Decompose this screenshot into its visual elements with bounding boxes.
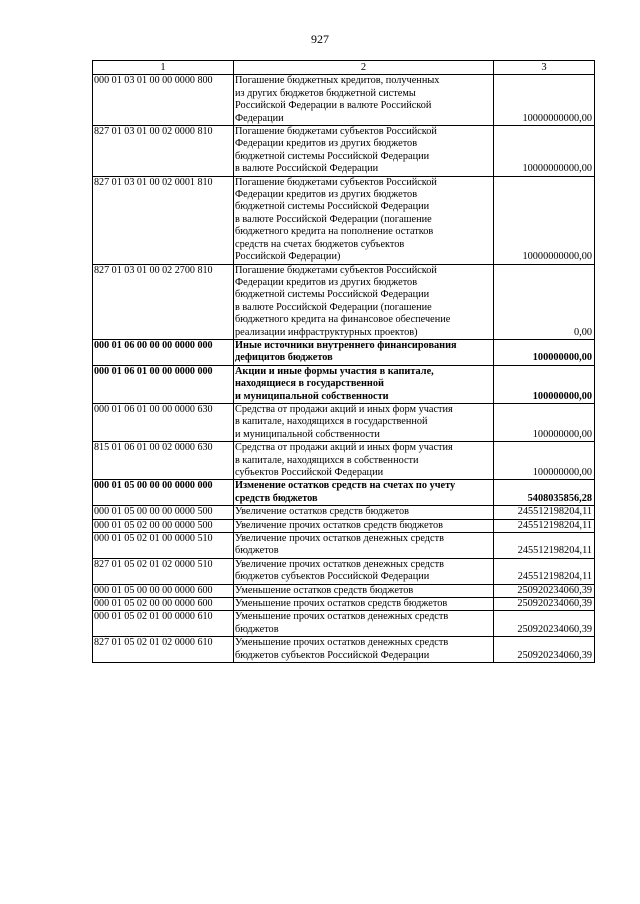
amount-cell: 250920234060,39 (494, 598, 595, 611)
amount-cell: 245512198204,11 (494, 558, 595, 584)
table-row (93, 584, 595, 597)
amount-cell: 100000000,00 (494, 365, 595, 403)
amount-cell: 250920234060,39 (494, 637, 595, 663)
description-cell: Погашение бюджетами субъектов Российской Федерации кредитов из других бюджетов бюджетной системы Российской Федерации в валюте Российской Федерации (погашение бюджетного кредита на пополнение остатков средств на счетах бюджетов субъектов Российской Федерации) (234, 176, 494, 264)
amount-cell: 245512198204,11 (494, 533, 595, 559)
amount-cell: 250920234060,39 (494, 611, 595, 637)
table-row (93, 519, 595, 532)
description-cell: Изменение остатков средств на счетах по учету средств бюджетов (234, 480, 494, 506)
amount-cell: 100000000,00 (494, 403, 595, 441)
table-row (93, 611, 595, 637)
table-row (93, 126, 595, 177)
budget-code-cell: 827 01 05 02 01 02 0000 610 (93, 637, 234, 663)
header-col-2: 2 (234, 61, 494, 75)
description-cell: Средства от продажи акций и иных форм участия в капитале, находящихся в государственной и муниципальной собственности (234, 403, 494, 441)
description-cell: Увеличение прочих остатков средств бюджетов (234, 519, 494, 532)
amount-cell: 10000000000,00 (494, 75, 595, 126)
description-cell: Погашение бюджетами субъектов Российской Федерации кредитов из других бюджетов бюджетной системы Российской Федерации в валюте Российской Федерации (234, 126, 494, 177)
table-row (93, 176, 595, 264)
budget-code-cell: 000 01 06 01 00 00 0000 000 (93, 365, 234, 403)
description-cell: Средства от продажи акций и иных форм участия в капитале, находящихся в собственности субъектов Российской Федерации (234, 442, 494, 480)
amount-cell: 10000000000,00 (494, 126, 595, 177)
budget-code-cell: 000 01 05 02 01 00 0000 510 (93, 533, 234, 559)
header-col-3: 3 (494, 61, 595, 75)
description-cell: Погашение бюджетами субъектов Российской Федерации кредитов из других бюджетов бюджетной системы Российской Федерации в валюте Российской Федерации (погашение бюджетного кредита на финансовое обеспечение реализации инфраструктурных проектов) (234, 264, 494, 339)
budget-code-cell: 827 01 05 02 01 02 0000 510 (93, 558, 234, 584)
budget-code-cell: 815 01 06 01 00 02 0000 630 (93, 442, 234, 480)
amount-cell: 10000000000,00 (494, 176, 595, 264)
table-row (93, 506, 595, 519)
page-number: 927 (311, 32, 329, 46)
budget-code-cell: 000 01 06 00 00 00 0000 000 (93, 339, 234, 365)
budget-code-cell: 000 01 06 01 00 00 0000 630 (93, 403, 234, 441)
amount-cell: 100000000,00 (494, 339, 595, 365)
table-row (93, 598, 595, 611)
amount-cell: 245512198204,11 (494, 506, 595, 519)
table-row (93, 442, 595, 480)
budget-code-cell: 000 01 03 01 00 00 0000 800 (93, 75, 234, 126)
description-cell: Акции и иные формы участия в капитале, находящиеся в государственной и муниципальной собственности (234, 365, 494, 403)
table-row (93, 75, 595, 126)
description-cell: Уменьшение остатков средств бюджетов (234, 584, 494, 597)
amount-cell: 250920234060,39 (494, 584, 595, 597)
description-cell: Уменьшение прочих остатков денежных средств бюджетов субъектов Российской Федерации (234, 637, 494, 663)
amount-cell: 5408035856,28 (494, 480, 595, 506)
budget-code-cell: 827 01 03 01 00 02 0000 810 (93, 126, 234, 177)
budget-code-cell: 000 01 05 02 00 00 0000 600 (93, 598, 234, 611)
description-cell: Увеличение прочих остатков денежных средств бюджетов субъектов Российской Федерации (234, 558, 494, 584)
budget-code-cell: 000 01 05 02 00 00 0000 500 (93, 519, 234, 532)
description-cell: Уменьшение прочих остатков денежных средств бюджетов (234, 611, 494, 637)
table-header-row (93, 61, 595, 75)
description-cell: Увеличение прочих остатков денежных средств бюджетов (234, 533, 494, 559)
description-cell: Увеличение остатков средств бюджетов (234, 506, 494, 519)
description-cell: Погашение бюджетных кредитов, полученных из других бюджетов бюджетной системы Российской Федерации в валюте Российской Федерации (234, 75, 494, 126)
amount-cell: 100000000,00 (494, 442, 595, 480)
table-row (93, 533, 595, 559)
table-row (93, 365, 595, 403)
description-cell: Иные источники внутреннего финансирования дефицитов бюджетов (234, 339, 494, 365)
table-row (93, 264, 595, 339)
budget-code-cell: 000 01 05 00 00 00 0000 500 (93, 506, 234, 519)
amount-cell: 245512198204,11 (494, 519, 595, 532)
budget-code-cell: 000 01 05 02 01 00 0000 610 (93, 611, 234, 637)
amount-cell: 0,00 (494, 264, 595, 339)
table-row (93, 558, 595, 584)
budget-code-cell: 000 01 05 00 00 00 0000 600 (93, 584, 234, 597)
description-cell: Уменьшение прочих остатков средств бюджетов (234, 598, 494, 611)
table-row (93, 637, 595, 663)
budget-sources-table (92, 60, 595, 663)
table-row (93, 339, 595, 365)
budget-code-cell: 000 01 05 00 00 00 0000 000 (93, 480, 234, 506)
budget-code-cell: 827 01 03 01 00 02 0001 810 (93, 176, 234, 264)
header-col-1: 1 (93, 61, 234, 75)
table-row (93, 480, 595, 506)
budget-code-cell: 827 01 03 01 00 02 2700 810 (93, 264, 234, 339)
table-row (93, 403, 595, 441)
